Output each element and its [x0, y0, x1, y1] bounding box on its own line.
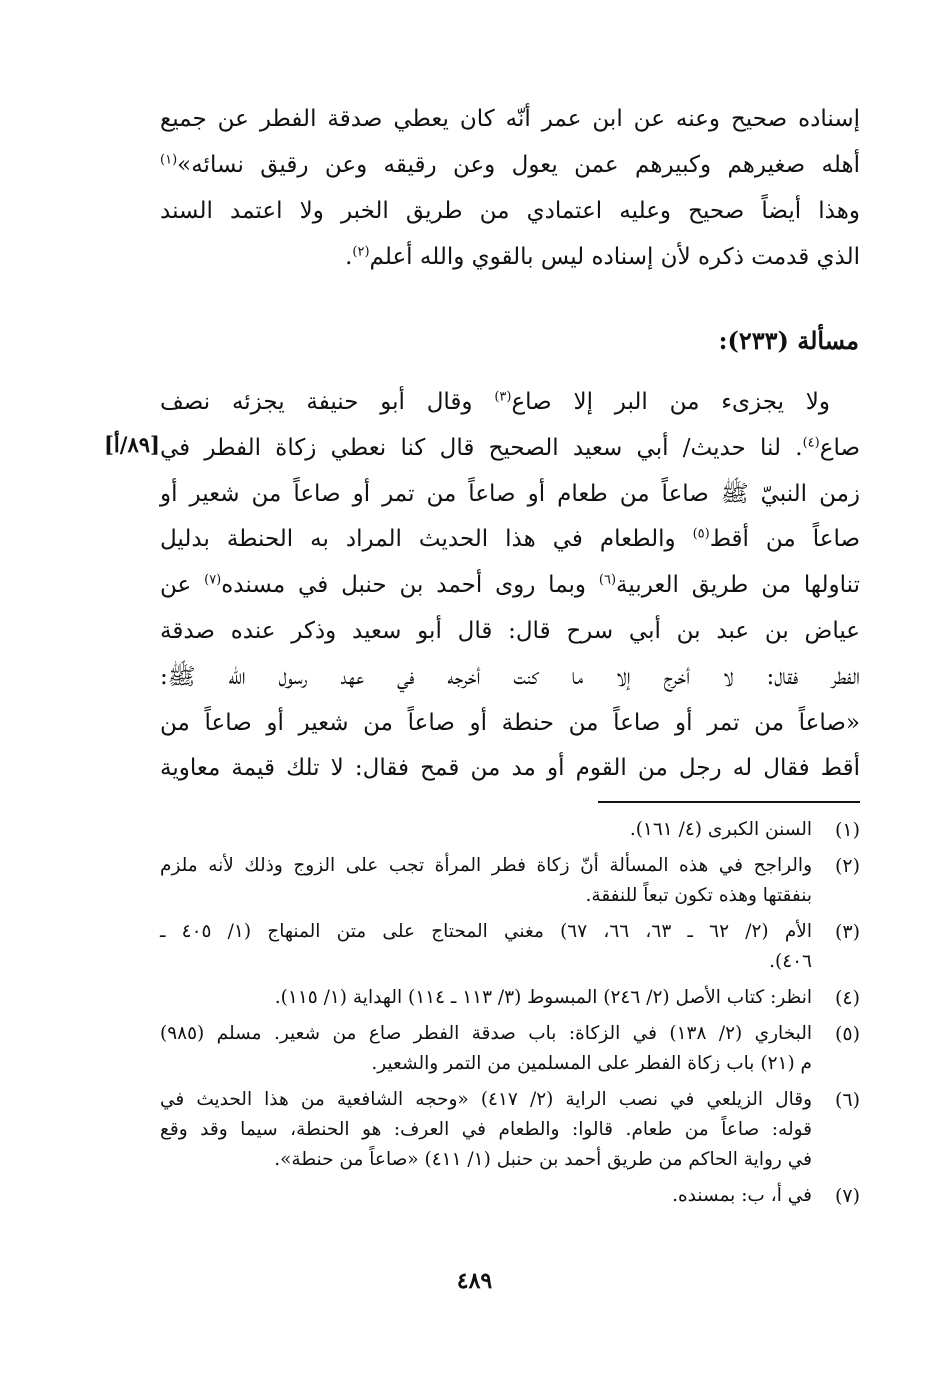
- manuscript-folio-note: [٨٩/أ]: [104, 432, 160, 457]
- footnote-number: (٣): [834, 921, 860, 943]
- footnote: [160, 851, 860, 911]
- footnote-marker[interactable]: (٧): [204, 572, 222, 588]
- footnote-number: (١): [834, 819, 860, 841]
- footnote-text: الأم (٢/ ٦٢ ـ ٦٣، ٦٦، ٦٧) مغني المحتاج على متن المنهاج (١/ ٤٠٥ ـ: [160, 921, 812, 942]
- text-line: الذي قدمت ذكره لأن إسناده ليس بالقوي والله أعلم$^{(٢)}$.: [345, 244, 860, 270]
- footnote-text: قوله: صاعاً من طعام. قالوا: والطعام في العرف: هو الحنطة، سيما وقد وقع: [160, 1119, 812, 1140]
- footnote: [160, 1085, 860, 1175]
- footnotes: [160, 815, 860, 1217]
- text-line: أهله صغيرهم وكبيرهم عمن يعول وعن رقيقه وعن رقيق نسائه»$^{(١)}$: [160, 152, 860, 178]
- section-heading: مسألة (٢٣٣):: [718, 326, 859, 355]
- footnote-marker[interactable]: (٣): [494, 389, 512, 405]
- footnote: [160, 1019, 860, 1079]
- footnote: [160, 917, 860, 977]
- footnote: [160, 983, 860, 1013]
- footnote-text: انظر: كتاب الأصل (٢/ ٢٤٦) المبسوط (٣/ ١١٣ ـ ١١٤) الهداية (١/ ١١٥).: [274, 987, 812, 1008]
- footnote-marker[interactable]: (٦): [598, 572, 617, 588]
- text-line: أقط فقال له رجل من القوم أو مد من قمح فقال: لا تلك قيمة معاوية: [160, 755, 860, 782]
- footnote-number: (٥): [834, 1023, 860, 1045]
- text-line: تناولها من طريق العربية$^{(٦)}$ وبما روى أحمد بن حنبل في مسنده$^{(٧)}$ عن: [160, 572, 860, 599]
- footnote: [160, 815, 860, 845]
- text-line: صاع$^{(٤)}$. لنا حديث/ أبي سعيد الصحيح قال كنا نعطي زكاة الفطر في: [160, 434, 860, 461]
- text-line: ولا يجزىء من البر إلا صاع$^{(٣)}$ وقال أبو حنيفة يجزئه نصف: [160, 389, 830, 415]
- footnote-text: البخاري (٢/ ١٣٨) في الزكاة: باب صدقة الفطر صاع من شعير. مسلم (٩٨٥): [160, 1023, 812, 1044]
- footnote-number: (٧): [834, 1185, 860, 1207]
- footnote-marker[interactable]: (١): [160, 152, 178, 168]
- footnote-text: في أ، ب: بمسنده.: [672, 1185, 812, 1206]
- footnote-marker[interactable]: (٥): [692, 526, 710, 542]
- text-line: صاعاً من أقط$^{(٥)}$ والطعام في هذا الحديث المراد به الحنطة بدليل: [160, 526, 860, 553]
- footnote-text: السنن الكبرى (٤/ ١٦١).: [629, 819, 812, 840]
- footnote: [160, 1181, 860, 1211]
- text-line: إسناده صحيح وعنه عن ابن عمر أنّه كان يعطي صدقة الفطر عن جميع: [160, 106, 860, 132]
- text-line: عياض بن عبد بن أبي سرح قال: قال أبو سعيد وذكر عنده صدقة: [160, 617, 860, 644]
- footnote-text: في رواية الحاكم من طريق أحمد بن حنبل (١/ ٤١١) «صاعاً من حنطة».: [274, 1149, 812, 1170]
- footnote-text: ٤٠٦).: [769, 951, 812, 972]
- paragraph-2: [160, 380, 860, 792]
- text-line: «صاعاً من تمر أو صاعاً من حنطة أو صاعاً من شعير أو صاعاً من: [160, 709, 860, 736]
- footnote-number: (٦): [834, 1089, 860, 1111]
- footnote-number: (٤): [834, 987, 860, 1009]
- footnote-number: (٢): [834, 855, 860, 877]
- text-line: وهذا أيضاً صحيح وعليه اعتمادي من طريق الخبر ولا اعتمد السند: [160, 198, 860, 224]
- footnote-text: م (٢١) باب زكاة الفطر على المسلمين من التمر والشعير.: [371, 1053, 812, 1074]
- text-line: زمن النبيّ ﷺ صاعاً من طعام أو صاعاً من تمر أو صاعاً من شعير أو: [160, 480, 860, 507]
- footnote-marker[interactable]: (٢): [352, 244, 370, 260]
- page-number: ٤٨٩: [456, 1268, 493, 1294]
- text-line: الفطر فقال: لا أخرج إلا ما كنت أخرجه في عهد رسول الله ﷺ:: [160, 663, 860, 690]
- footnote-text: بنفقتها وهذه تكون تبعاً للنفقة.: [585, 885, 812, 906]
- footnote-text: وقال الزيلعي في نصب الراية (٢/ ٤١٧) «وحجه الشافعية من هذا الحديث في: [160, 1089, 813, 1110]
- footnote-text: والراجح في هذه المسألة أنّ زكاة فطر المرأة تجب على الزوج وذلك لأنه ملزم: [160, 855, 812, 876]
- footnote-separator: [598, 801, 860, 803]
- paragraph-1: [160, 96, 860, 280]
- footnote-marker[interactable]: (٤): [802, 435, 820, 451]
